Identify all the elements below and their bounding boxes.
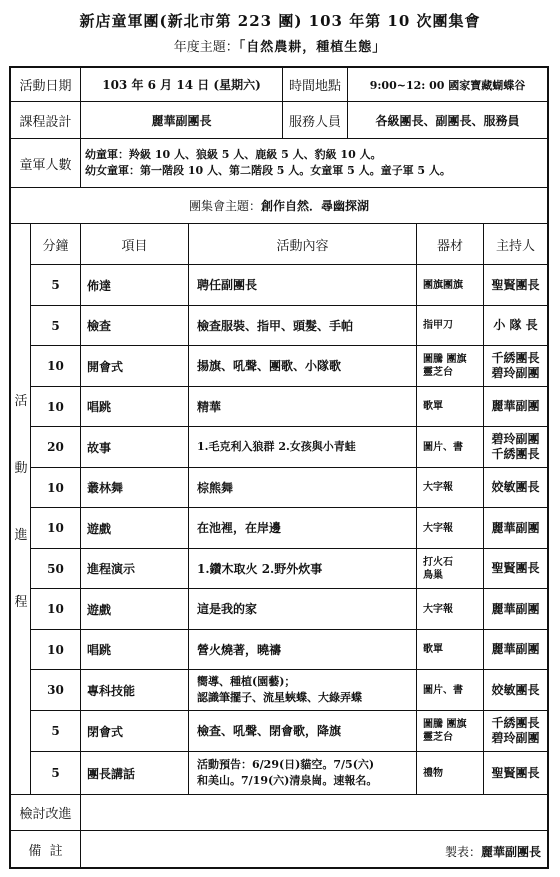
row-item: 唱跳 <box>87 643 112 657</box>
header-minutes: 分鐘 <box>42 238 69 254</box>
side-label-3: 進 <box>14 528 28 543</box>
row-minutes: 10 <box>47 399 64 414</box>
equipment-line: 歌單 <box>423 644 443 655</box>
row-item: 故事 <box>87 440 112 455</box>
equipment-line: 打火石 <box>423 556 453 568</box>
content-line: 活動預告：6/29(日)貓空。7/5(六) <box>197 758 375 771</box>
count-values <box>85 139 545 187</box>
row-minutes: 5 <box>51 318 60 333</box>
equipment-line: 靈芝台 <box>423 732 453 743</box>
equipment-line: 禮物 <box>423 767 443 779</box>
row-item: 檢查 <box>87 319 112 333</box>
row-equipment <box>417 306 483 345</box>
row-item: 專科技能 <box>87 683 136 698</box>
header-content: 活動內容 <box>276 238 329 254</box>
host-line: 聖賢團長 <box>491 277 540 292</box>
row-host <box>484 265 547 305</box>
row-host <box>484 752 547 794</box>
review-label: 檢討改進 <box>19 807 72 822</box>
row-equipment <box>417 711 483 751</box>
row-content <box>189 670 416 710</box>
row-host <box>484 387 547 426</box>
row-content <box>189 468 416 507</box>
host-line: 姣敏團長 <box>491 480 540 494</box>
made-by <box>311 838 541 864</box>
row-equipment <box>417 346 483 386</box>
row-equipment <box>417 549 483 588</box>
equipment-line: 鳥巢 <box>423 569 443 581</box>
equipment-line: 大字報 <box>423 603 453 615</box>
annual-theme-value: 「自然農耕，種植生態」 <box>238 40 387 55</box>
side-label-2: 動 <box>14 461 28 476</box>
content-line: 嚮導、種植(園藝)； <box>197 675 296 688</box>
host-line: 千綉團長 <box>491 716 540 730</box>
document-title: 新店童軍團(新北市第 223 團) 103 年第 10 次團集會 <box>79 12 481 30</box>
header-equipment: 器材 <box>436 238 463 254</box>
host-line: 碧玲副團 <box>491 366 540 380</box>
row-minutes: 5 <box>51 724 60 738</box>
equipment-line: 團旗團旗 <box>423 279 463 291</box>
row-item: 團長講話 <box>87 766 136 781</box>
host-line: 麗華副團 <box>491 520 540 535</box>
count-label: 童軍人數 <box>19 157 72 173</box>
equipment-line: 大字報 <box>423 482 453 493</box>
row-minutes: 50 <box>47 561 64 576</box>
meeting-theme-label: 團集會主題： <box>188 199 261 213</box>
host-line: 碧玲副團 <box>491 432 540 446</box>
course-value: 麗華副團長 <box>151 113 212 128</box>
row-host <box>484 711 547 751</box>
date-label: 活動日期 <box>19 79 72 94</box>
content-line: 營火燒著，曉禱 <box>197 642 282 657</box>
row-host <box>484 306 547 345</box>
host-line: 麗華副團 <box>491 399 540 413</box>
equipment-line: 圖片、書 <box>423 441 463 453</box>
equipment-line: 歌單 <box>423 401 443 412</box>
row-content <box>189 346 416 386</box>
equipment-line: 靈芝台 <box>423 367 453 378</box>
content-line: 在池裡，在岸邊 <box>197 521 282 535</box>
schedule-table <box>9 66 549 869</box>
host-line: 麗華副團 <box>491 601 540 616</box>
row-content <box>189 752 416 794</box>
row-host <box>484 630 547 669</box>
host-line: 小 隊 長 <box>493 318 538 332</box>
content-line: 揚旗、吼聲、團歌、小隊歌 <box>197 359 342 373</box>
content-line: 檢查服裝、指甲、頭髮、手帕 <box>197 318 354 333</box>
side-label-4: 程 <box>14 595 28 610</box>
content-line: 棕熊舞 <box>197 480 234 495</box>
host-line: 碧玲副團 <box>491 731 540 745</box>
content-line: 精華 <box>197 399 222 414</box>
count-line-girl: 幼女童軍：第一階段 10 人、第二階段 5 人。女童軍 5 人。童子軍 5 人。 <box>85 164 451 177</box>
row-equipment <box>417 427 483 467</box>
meeting-theme <box>11 188 547 223</box>
row-host <box>484 589 547 629</box>
equipment-line: 指甲刀 <box>423 320 453 331</box>
note-label: 備 註 <box>28 843 63 859</box>
row-minutes: 5 <box>51 278 60 292</box>
row-item: 遊戲 <box>87 602 112 617</box>
row-equipment <box>417 468 483 507</box>
annual-theme-label: 年度主題： <box>173 40 239 55</box>
count-line-cub: 幼童軍：羚級 10 人、狼級 5 人、鹿級 5 人、豹級 10 人。 <box>85 148 382 161</box>
host-line: 姣敏團長 <box>491 682 540 697</box>
row-content <box>189 508 416 548</box>
row-host <box>484 468 547 507</box>
staff-value: 各級團長、副團長、服務員 <box>375 113 520 128</box>
course-label: 課程設計 <box>19 114 72 130</box>
row-minutes: 20 <box>47 440 64 454</box>
row-content <box>189 589 416 629</box>
row-content <box>189 265 416 305</box>
header-host: 主持人 <box>495 238 535 254</box>
row-equipment <box>417 589 483 629</box>
row-host <box>484 670 547 710</box>
content-line: 聘任副團長 <box>197 278 258 292</box>
row-content <box>189 427 416 467</box>
content-line: 檢查、吼聲、閉會歌，降旗 <box>197 724 342 738</box>
row-equipment <box>417 670 483 710</box>
row-item: 佈達 <box>87 278 112 293</box>
equipment-line: 圖騰 團旗 <box>423 354 467 365</box>
made-by-value: 麗華副團長 <box>480 844 541 859</box>
row-minutes: 10 <box>47 480 64 495</box>
equipment-line: 圖片、書 <box>423 684 463 696</box>
date-value: 103 年 6 月 14 日 (星期六) <box>102 78 261 92</box>
host-line: 聖賢團長 <box>491 765 540 780</box>
host-line: 麗華副團 <box>491 642 540 656</box>
row-equipment <box>417 508 483 548</box>
host-line: 千綉團長 <box>491 351 540 365</box>
row-minutes: 30 <box>47 683 64 697</box>
content-line: 1.毛克利入狼群 2.女孩與小青蛙 <box>197 440 356 453</box>
host-line: 聖賢團長 <box>491 561 540 575</box>
content-line: 這是我的家 <box>197 602 258 616</box>
row-minutes: 10 <box>47 359 64 373</box>
row-equipment <box>417 265 483 305</box>
row-content <box>189 387 416 426</box>
row-equipment <box>417 630 483 669</box>
row-minutes: 10 <box>47 521 64 535</box>
meeting-theme-value: 創作自然．尋幽探湖 <box>261 199 370 213</box>
equipment-line: 大字報 <box>423 522 453 534</box>
row-item: 開會式 <box>87 359 124 374</box>
annual-theme <box>0 36 560 55</box>
row-item: 叢林舞 <box>87 481 124 495</box>
timeplace-label: 時間地點 <box>288 79 341 94</box>
row-content <box>189 630 416 669</box>
row-host <box>484 346 547 386</box>
timeplace-value: 9:00~12: 00 國家寶藏蝴蝶谷 <box>369 78 526 92</box>
row-minutes: 5 <box>51 766 60 780</box>
row-item: 唱跳 <box>87 400 112 414</box>
row-equipment <box>417 752 483 794</box>
row-item: 進程演示 <box>87 562 136 576</box>
side-label-1: 活 <box>14 394 28 409</box>
row-host <box>484 427 547 467</box>
row-host <box>484 549 547 588</box>
row-equipment <box>417 387 483 426</box>
content-line: 認識筆擺子、流星蛺蝶、大綠弄蝶 <box>197 691 362 704</box>
row-minutes: 10 <box>47 642 64 657</box>
staff-label: 服務人員 <box>288 114 341 130</box>
row-content <box>189 549 416 588</box>
row-item: 閉會式 <box>87 724 124 739</box>
row-item: 遊戲 <box>87 521 112 536</box>
equipment-line: 圖騰 團旗 <box>423 719 467 730</box>
content-line: 1.鑽木取火 2.野外炊事 <box>197 561 323 576</box>
host-line: 千綉團長 <box>491 447 540 461</box>
row-content <box>189 711 416 751</box>
content-line: 和美山。7/19(六)清泉崗。速報名。 <box>197 774 378 787</box>
row-content <box>189 306 416 345</box>
made-by-label: 製表： <box>444 844 481 859</box>
header-item: 項目 <box>121 238 148 254</box>
row-minutes: 10 <box>47 602 64 616</box>
row-host <box>484 508 547 548</box>
